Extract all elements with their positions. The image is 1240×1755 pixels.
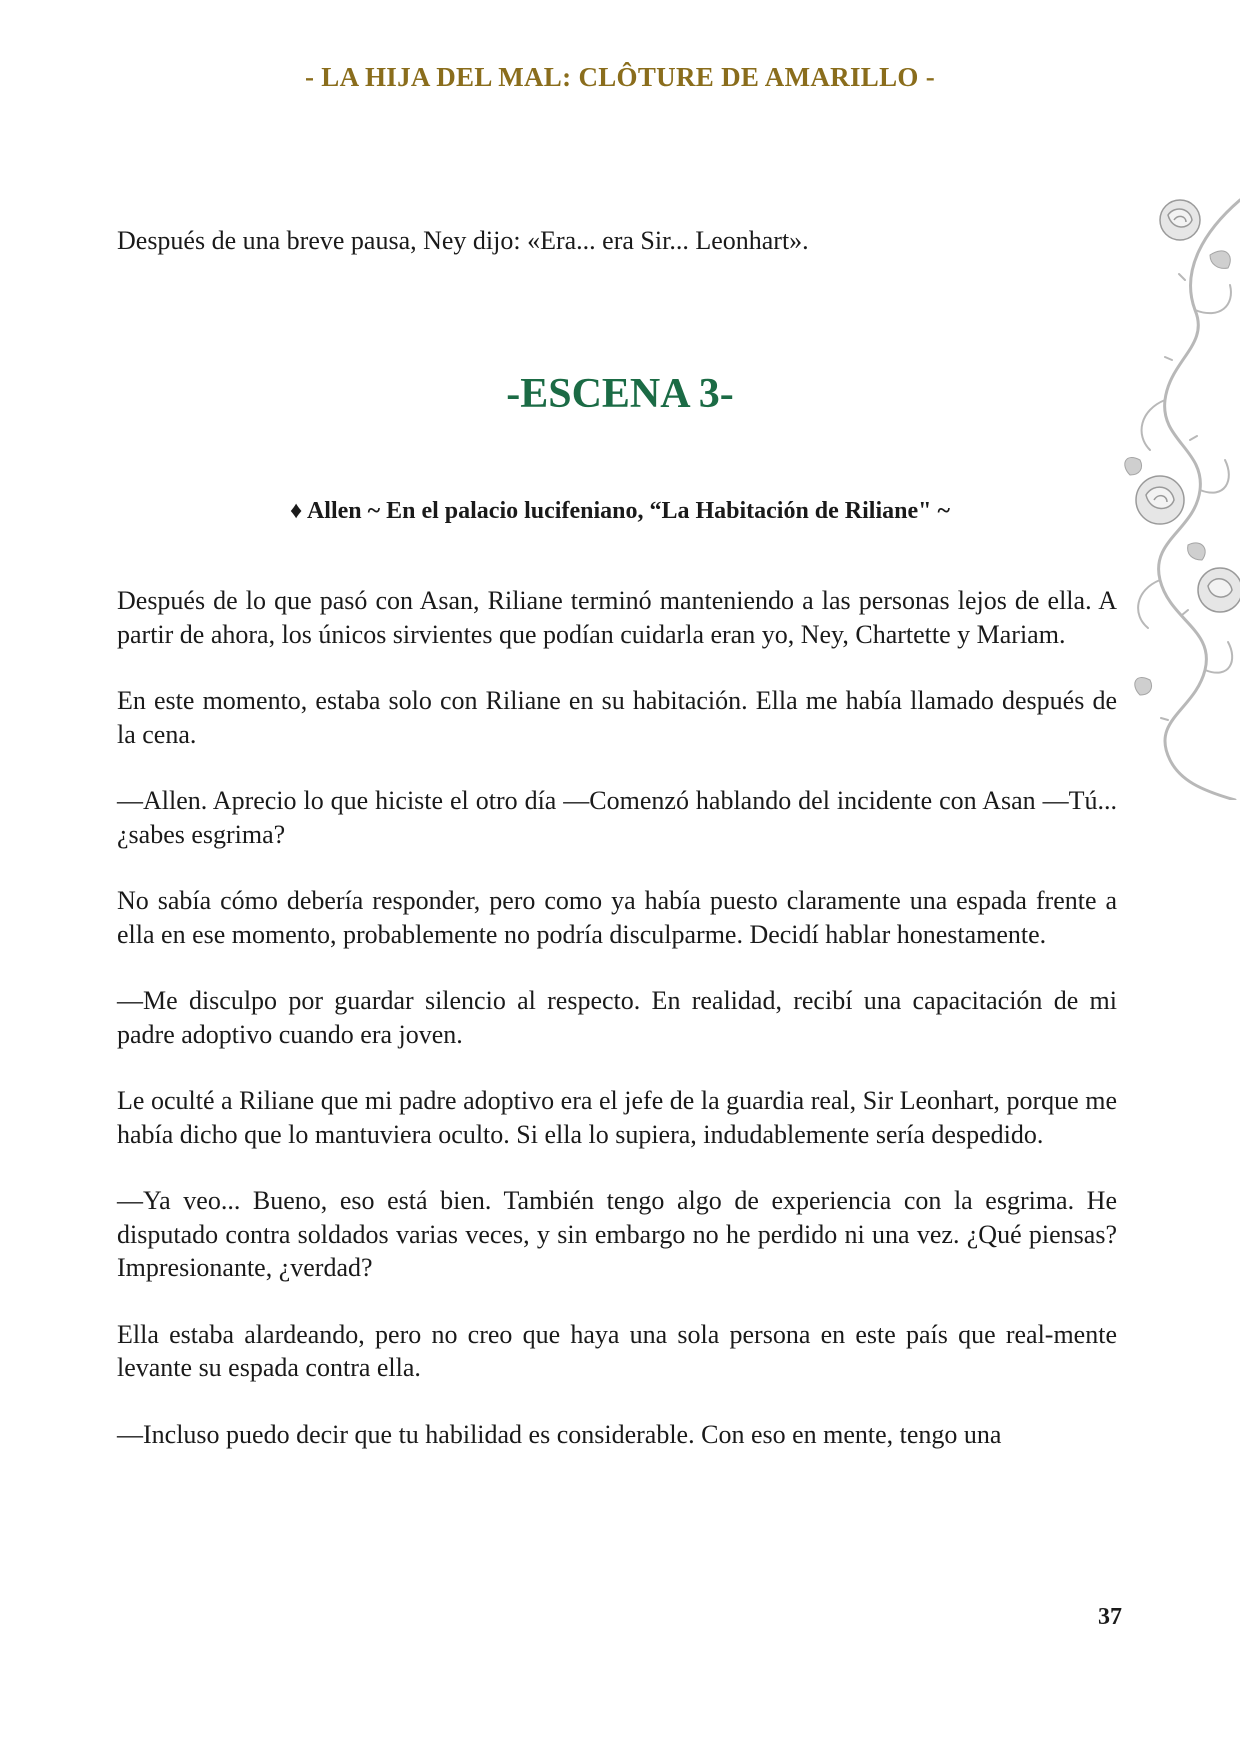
paragraph: —Allen. Aprecio lo que hiciste el otro día —Comenzó hablando del incidente con Asan —Tú... ¿sabes esgrima? [117, 786, 1117, 849]
scene-subtitle: ♦ Allen ~ En el palacio lucifeniano, “La Habitación de Riliane" ~ [290, 498, 950, 524]
opening-line: Después de una breve pausa, Ney dijo: «Era... era Sir... Leonhart». [117, 226, 809, 255]
paragraph: —Me disculpo por guardar silencio al respecto. En realidad, recibí una capacitación de mi padre adoptivo cuando era joven. [117, 986, 1117, 1049]
paragraph: En este momento, estaba solo con Riliane en su habitación. Ella me había llamado después de la cena. [117, 686, 1117, 749]
paragraph: —Incluso puedo decir que tu habilidad es considerable. Con eso en mente, tengo una [117, 1419, 1002, 1449]
paragraph: Después de lo que pasó con Asan, Riliane terminó manteniendo a las personas lejos de ella. A partir de ahora, los únicos sirvientes que podían cuidarla eran yo, Ney, Chartette y Mariam. [117, 586, 1117, 649]
body-text [117, 584, 1117, 1484]
rose-vine-icon [1110, 160, 1240, 800]
paragraph: No sabía cómo debería responder, pero como ya había puesto claramente una espada frente a ella en ese momento, probablemente no podría disculparme. Decidí hablar honestamente. [117, 886, 1117, 949]
scene-title: -ESCENA 3- [506, 371, 734, 417]
paragraph: —Ya veo... Bueno, eso está bien. También tengo algo de experiencia con la esgrima. He disputado contra soldados varias veces, y sin embargo no he perdido ni una vez. ¿Qué piensas? Impresionante, ¿verdad? [117, 1186, 1117, 1282]
running-header: - LA HIJA DEL MAL: CLÔTURE DE AMARILLO - [304, 62, 936, 92]
page-number: 37 [1098, 1604, 1122, 1630]
paragraph: Le oculté a Riliane que mi padre adoptivo era el jefe de la guardia real, Sir Leonhart, porque me había dicho que lo mantuviera oculto. Si ella lo supiera, indudablemente sería despedido. [117, 1086, 1117, 1149]
paragraph: Ella estaba alardeando, pero no creo que haya una sola persona en este país que real-mente levante su espada contra ella. [117, 1319, 1117, 1382]
